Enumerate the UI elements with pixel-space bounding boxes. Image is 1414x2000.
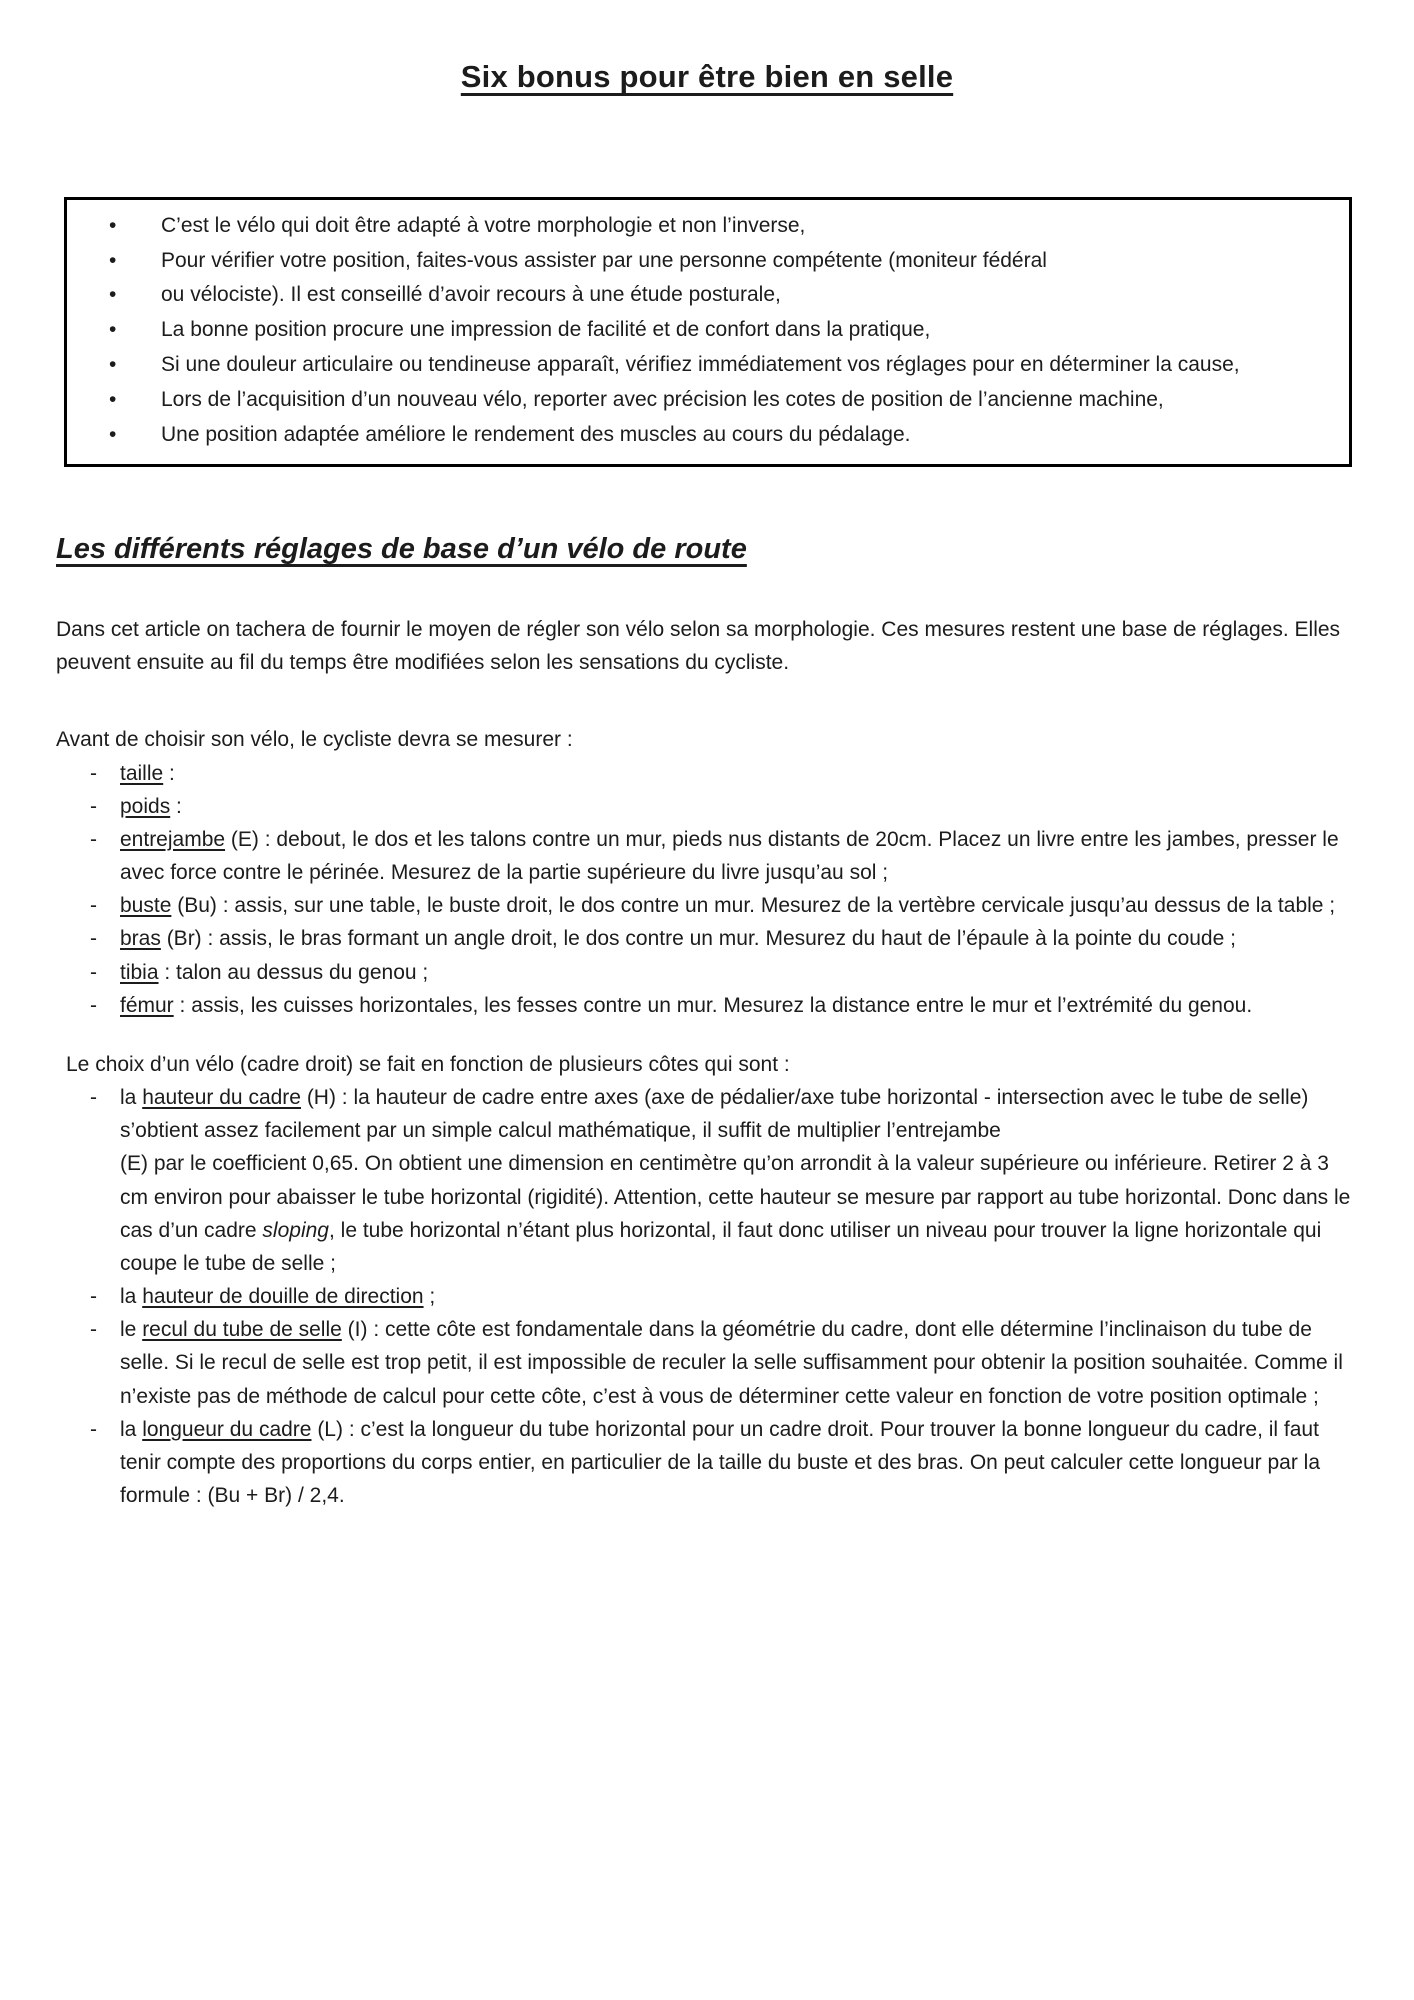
underlined-term: longueur du cadre [142,1417,312,1441]
underlined-term: buste [120,894,172,918]
list-item-text [120,1413,1358,1513]
text-segment: la [120,1285,143,1309]
text-segment: : talon au dessus du genou ; [158,960,429,984]
list-item [56,989,1358,1022]
text-segment: : [170,794,182,818]
text-segment: (H) : la hauteur de cadre entre axes (axe de pédalier/axe tube horizontal - intersection avec le tube de selle) s’obtient assez facilement par un simple calcul mathématique, il suffit de multiplier l’entrejambe [120,1086,1309,1143]
dash-marker: - [90,761,97,785]
underlined-term: poids [120,794,171,818]
bonus-box [64,197,1352,467]
bullet-marker: • [109,213,117,237]
text-segment: (L) : c’est la longueur du tube horizontal pour un cadre droit. Pour trouver la bonne longueur du cadre, il faut tenir compte des proportions du corps entier, en particulier de la taille du buste et des bras. On peut calculer cette longueur par la formule : (Bu + Br) / 2,4. [120,1417,1321,1508]
page-title: Six bonus pour être bien en selle [460,59,954,94]
list-item-text [120,1280,1358,1313]
text-segment: (E) par le coefficient 0,65. On obtient une dimension en centimètre qu’on arrondit à la valeur supérieure ou inférieure. Retirer 2 à 3 cm environ pour abaisser le tube horizontal (rigidité). Attention, cette hauteur se mesure par rapport au tube horizontal. Donc dans le cas d’un cadre [120,1152,1351,1242]
underlined-term: hauteur de douille de direction [142,1285,424,1309]
list-item-text: Lors de l’acquisition d’un nouveau vélo, reporter avec précision les cotes de position de l’ancienne machine, [161,388,1164,412]
text-segment: la [120,1086,143,1110]
underlined-term: tibia [120,960,159,984]
text-segment: le [120,1318,143,1342]
bullet-marker: • [109,318,117,342]
dash-marker: - [90,1417,97,1441]
list-item [67,313,1325,348]
list-item [56,757,1358,790]
list-item-text [120,823,1358,889]
list-item-text [120,790,1358,823]
list-item [67,244,1325,279]
list-item-text [120,922,1358,955]
intro-paragraph: Dans cet article on tachera de fournir le moyen de régler son vélo selon sa morphologie. Ces mesures restent une base de réglages. Elles peuvent ensuite au fil du temps être modifiées selon les sensations du cycliste. [56,618,1341,675]
text-segment: (I) : cette côte est fondamentale dans la géométrie du cadre, dont elle détermine l’inclinaison du tube de selle. Si le recul de selle est trop petit, il est impossible de reculer la selle suffisamment pour obtenir la position souhaitée. Comme il n’existe pas de méthode de calcul pour cette côte, c’est à vous de déterminer cette valeur en fonction de votre position optimale ; [120,1318,1343,1408]
list-item [67,383,1325,418]
dash-marker: - [90,993,97,1017]
list-item-text [120,1081,1358,1280]
dash-marker: - [90,1318,97,1342]
text-segment: (Br) : assis, le bras formant un angle droit, le dos contre un mur. Mesurez du haut de l’épaule à la pointe du coude ; [160,927,1236,951]
section-heading: Les différents réglages de base d’un vélo de route [56,532,747,565]
text-segment: (Bu) : assis, sur une table, le buste droit, le dos contre un mur. Mesurez de la vertèbre cervicale jusqu’au dessus de la table ; [171,894,1336,918]
text-segment: (E) : debout, le dos et les talons contre un mur, pieds nus distants de 20cm. Placez un livre entre les jambes, presser le avec force contre le périnée. Mesurez de la partie supérieure du livre jusqu’au sol ; [120,827,1339,885]
bullet-marker: • [109,248,117,272]
bullet-marker: • [109,388,117,412]
list-item-text [120,956,1358,989]
dash-marker: - [90,960,97,984]
dash-marker: - [90,927,97,951]
list-item [67,209,1325,244]
bullet-marker: • [109,283,117,307]
list-item-text: La bonne position procure une impression de facilité et de confort dans la pratique, [161,318,931,342]
dash-marker: - [90,794,97,818]
list-item [56,823,1358,889]
list-item-text: Une position adaptée améliore le rendement des muscles au cours du pédalage. [161,422,911,446]
measure-intro-paragraph: Avant de choisir son vélo, le cycliste devra se mesurer : [56,728,573,752]
dash-marker: - [90,1086,97,1110]
list-item [56,1313,1358,1413]
frame-intro-paragraph: Le choix d’un vélo (cadre droit) se fait en fonction de plusieurs côtes qui sont : [66,1052,790,1076]
underlined-term: hauteur du cadre [142,1086,301,1110]
text-segment: ; [423,1285,436,1309]
measure-list [56,757,1358,1022]
text-segment: la [120,1417,143,1441]
list-item-text: C’est le vélo qui doit être adapté à votre morphologie et non l’inverse, [161,213,806,237]
list-item [56,790,1358,823]
dash-marker: - [90,827,97,851]
text-segment: : [163,761,175,785]
list-item [67,418,1325,453]
underlined-term: taille [120,761,164,785]
bullet-marker: • [109,422,117,446]
list-item-text [120,989,1358,1022]
underlined-term: recul du tube de selle [142,1318,342,1342]
underlined-term: entrejambe [120,827,226,851]
bonus-list [67,209,1325,453]
list-item [67,278,1325,313]
list-item [56,922,1358,955]
list-item [56,889,1358,922]
list-item-text [120,757,1358,790]
list-item-text: ou vélociste). Il est conseillé d’avoir recours à une étude posturale, [161,283,781,307]
underlined-term: bras [120,927,161,951]
text-segment: : assis, les cuisses horizontales, les fesses contre un mur. Mesurez la distance entre le mur et l’extrémité du genou. [173,993,1253,1017]
list-item [56,1280,1358,1313]
list-item [56,1081,1358,1280]
text-segment: , le tube horizontal n’étant plus horizontal, il faut donc utiliser un niveau pour trouver la ligne horizontale qui coupe le tube de selle ; [120,1218,1322,1275]
list-item-text: Si une douleur articulaire ou tendineuse apparaît, vérifiez immédiatement vos réglages pour en déterminer la cause, [161,353,1240,377]
list-item-text [120,889,1358,922]
italic-term: sloping [262,1218,329,1242]
bullet-marker: • [109,353,117,377]
underlined-term: fémur [120,993,174,1017]
frame-list [56,1081,1358,1512]
list-item [56,1413,1358,1513]
list-item [67,348,1325,383]
dash-marker: - [90,1285,97,1309]
list-item [56,956,1358,989]
dash-marker: - [90,894,97,918]
list-item-text: Pour vérifier votre position, faites-vous assister par une personne compétente (moniteur fédéral [161,248,1047,272]
list-item-text [120,1313,1358,1413]
